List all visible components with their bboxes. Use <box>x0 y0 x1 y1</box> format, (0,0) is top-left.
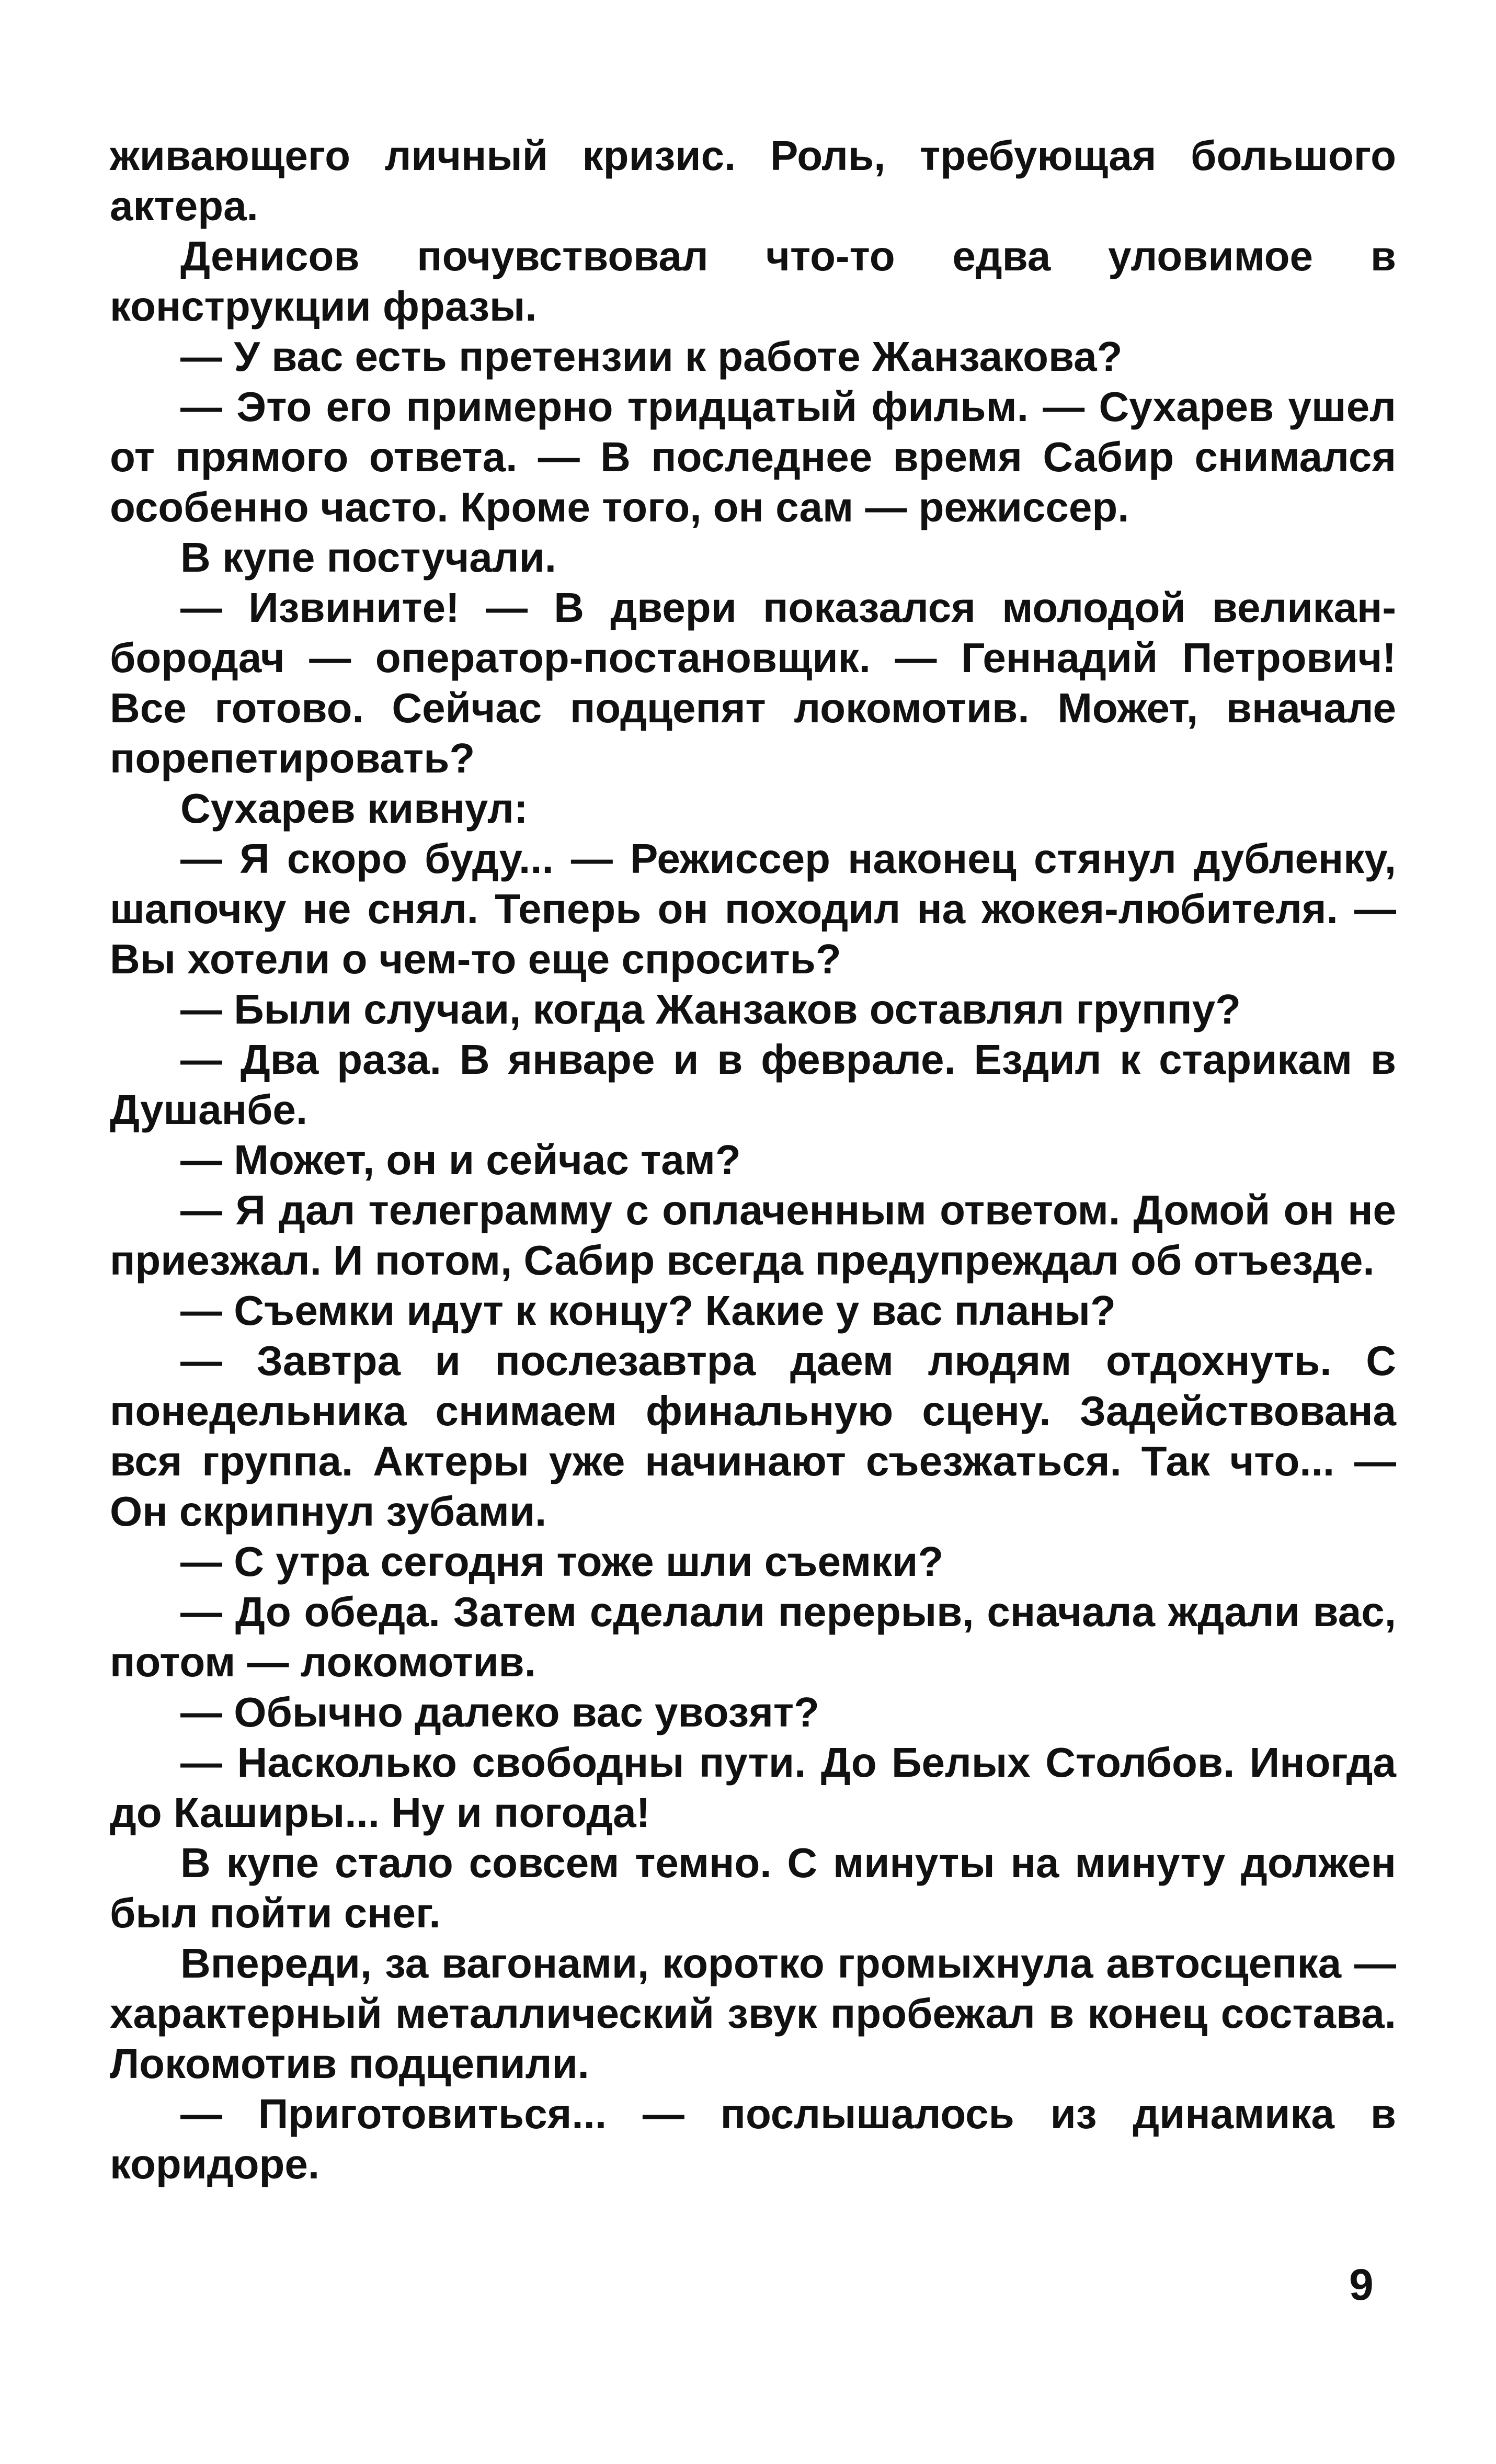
page-number: 9 <box>1349 2260 1374 2309</box>
paragraph: Впереди, за вагонами, коротко громыхнула автосцепка — характерный металлический звук пробежал в конец состава. Локомотив подцепили. <box>110 1940 1396 2087</box>
paragraph: — До обеда. Затем сделали перерыв, сначала ждали вас, потом — локомотив. <box>110 1588 1396 1685</box>
paragraph: — С утра сегодня тоже шли съемки? <box>180 1538 944 1585</box>
paragraph: Денисов почувствовал что-то едва уловимое в конструкции фразы. <box>110 233 1396 330</box>
paragraph: Сухарев кивнул: <box>180 785 528 832</box>
paragraph: В купе постучали. <box>180 534 557 581</box>
paragraph: — Два раза. В январе и в феврале. Ездил к старикам в Душанбе. <box>110 1036 1396 1133</box>
paragraph: — Я скоро буду... — Режиссер наконец стянул дубленку, шапочку не снял. Теперь он походил на жокея-любителя. — Вы хотели о чем-то еще спросить? <box>110 835 1396 982</box>
paragraph: — Извините! — В двери показался молодой великан-бородач — оператор-постановщик. — Геннадий Петрович! Все готово. Сейчас подцепят локомотив. Может, вначале порепетировать? <box>110 584 1396 781</box>
paragraph: — Съемки идут к концу? Какие у вас планы? <box>180 1287 1116 1334</box>
paragraph: В купе стало совсем темно. С минуты на минуту должен был пойти снег. <box>110 1840 1396 1936</box>
paragraph: — Были случаи, когда Жанзаков оставлял группу? <box>180 986 1241 1032</box>
paragraph: — У вас есть претензии к работе Жанзакова? <box>180 333 1123 380</box>
body-text <box>110 131 1396 2189</box>
paragraph: — Приготовиться... — послышалось из динамика в коридоре. <box>110 2091 1396 2187</box>
paragraph: — Завтра и послезавтра даем людям отдохнуть. С понедельника снимаем финальную сцену. Задействована вся группа. Актеры уже начинают съезжаться. Так что... — Он скрипнул зубами. <box>110 1337 1396 1535</box>
paragraph: — Насколько свободны пути. До Белых Столбов. Иногда до Каширы... Ну и погода! <box>110 1739 1396 1836</box>
paragraph: — Может, он и сейчас там? <box>180 1137 741 1183</box>
paragraph: — Обычно далеко вас увозят? <box>180 1689 819 1735</box>
paragraph: — Я дал телеграмму с оплаченным ответом. Домой он не приезжал. И потом, Сабир всегда предупреждал об отъезде. <box>110 1187 1396 1284</box>
paragraph: — Это его примерно тридцатый фильм. — Сухарев ушел от прямого ответа. — В последнее время Сабир снимался особенно часто. Кроме того, он сам — режиссер. <box>110 383 1396 530</box>
paragraph: живающего личный кризис. Роль, требующая большого актера. <box>110 132 1396 229</box>
